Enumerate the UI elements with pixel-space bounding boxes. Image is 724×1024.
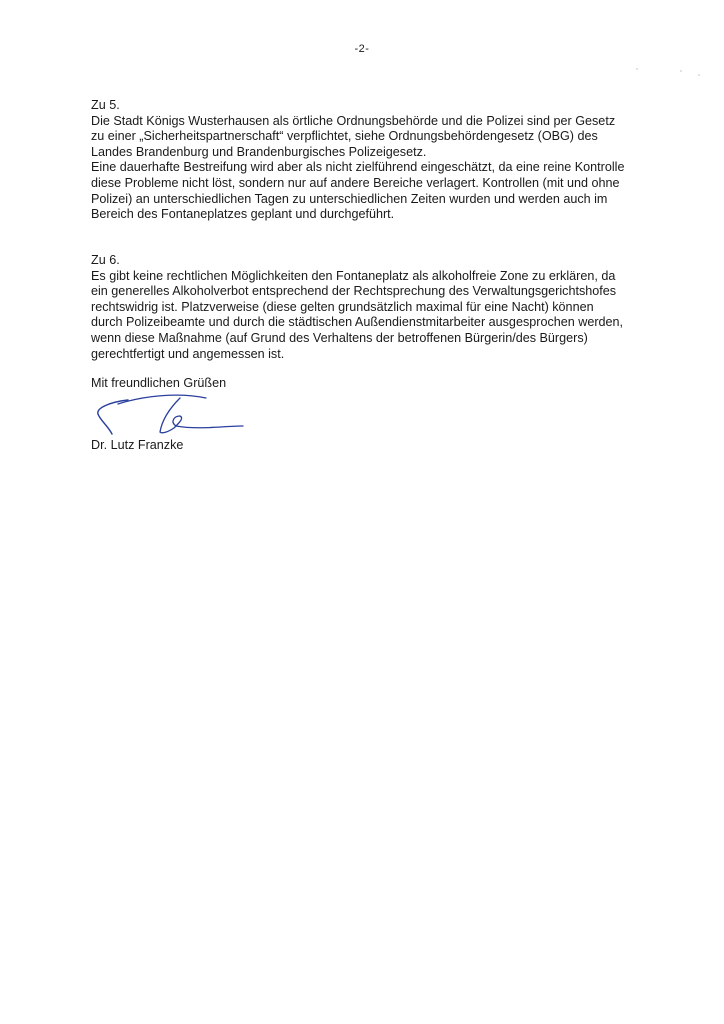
signature-stroke <box>160 398 243 433</box>
section-zu-5: Zu 5. Die Stadt Königs Wusterhausen als örtliche Ordnungsbehörde und die Polizei sind per Gesetz zu einer „Sicherheitspartnerschaft“ verpflichtet, siehe Ordnungsbehördengesetz (OBG) des Landes Brandenburg und Brandenburgisches Polizeigesetz. Eine dauerhafte Bestreifung wird aber als nicht zielführend eingeschätzt, da eine reine Kontrolle diese Probleme nicht löst, sondern nur auf andere Bereiche verlagert. Kontrollen (mit und ohne Polizei) an unterschiedlichen Tagen zu unterschiedlichen Zeiten wurden und werden auch im Bereich des Fontaneplatzes geplant und durchgeführt. <box>91 98 625 222</box>
page-number: -2- <box>354 43 370 55</box>
closing-greeting: Mit freundlichen Grüßen <box>91 376 227 390</box>
handwritten-signature <box>88 392 258 440</box>
signer-name: Dr. Lutz Franzke <box>91 438 184 452</box>
signature-stroke <box>118 395 206 404</box>
scan-speck <box>698 74 700 76</box>
scan-speck <box>636 68 638 70</box>
section-zu-6: Zu 6. Es gibt keine rechtlichen Möglichkeiten den Fontaneplatz als alkoholfreie Zone zu erklären, da ein generelles Alkoholverbot entsprechend der Rechtsprechung des Verwaltungsgerichtshofes rechtswidrig ist. Platzverweise (diese gelten grundsätzlich maximal für eine Nacht) können durch Polizeibeamte und durch die städtischen Außendienstmitarbeiter ausgesprochen werden, wenn diese Maßnahme (auf Grund des Verhaltens der betroffenen Bürgerin/des Bürgers) gerechtfertigt und angemessen ist. <box>91 253 624 361</box>
signature-stroke <box>98 400 128 434</box>
scan-speck <box>680 70 682 72</box>
